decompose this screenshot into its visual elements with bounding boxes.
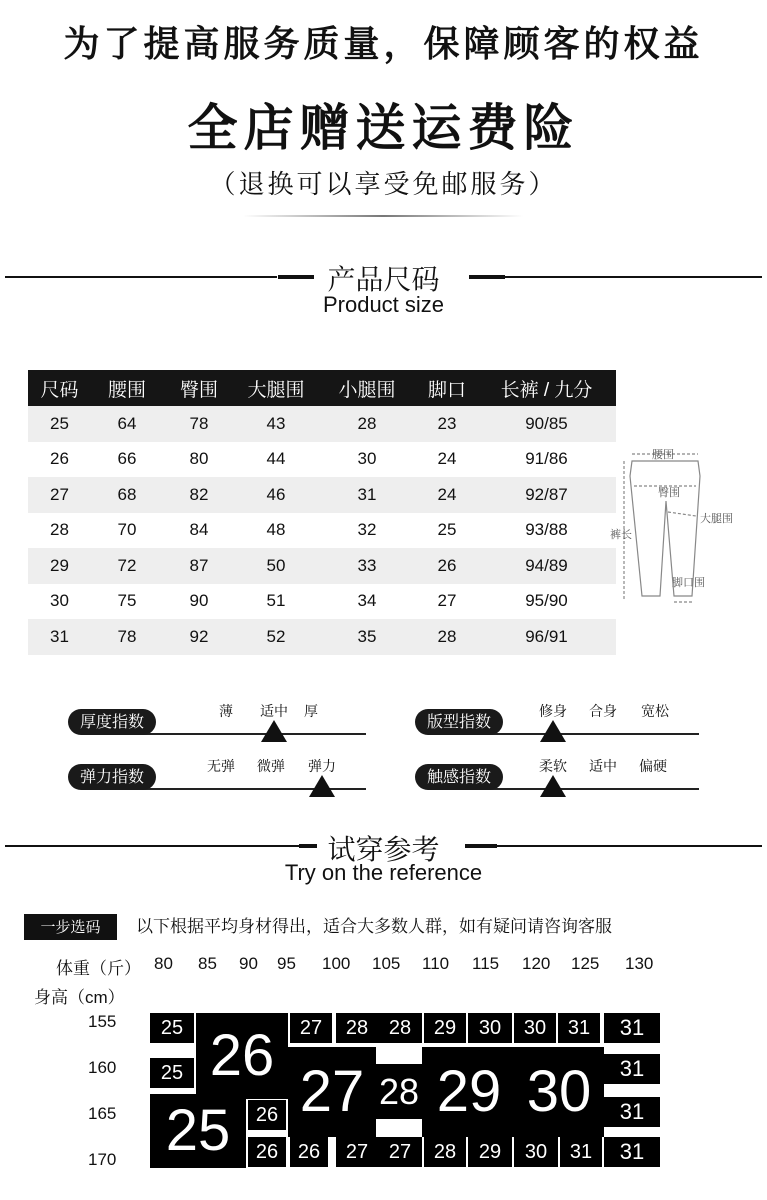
table-cell: 92/87 (477, 477, 616, 513)
table-cell: 52 (235, 619, 317, 655)
promo-subtitle: （退换可以享受免邮服务） (209, 170, 558, 200)
column-header: 小腿围 (317, 370, 417, 406)
waist-label: 腰围 (652, 448, 674, 461)
table-cell: 24 (437, 449, 457, 469)
size-cell: 28 (378, 1013, 422, 1043)
hip-label: 臀围 (658, 486, 680, 499)
table-cell: 82 (163, 477, 235, 513)
table-cell: 70 (117, 520, 137, 540)
size-cell-large: 27 (288, 1047, 376, 1137)
weight-axis-label: 体重（斤） (56, 959, 141, 978)
table-cell: 78 (91, 619, 163, 655)
table-cell: 66 (117, 449, 137, 469)
size-cell: 29 (424, 1013, 466, 1043)
hem-label: 脚口围 (672, 576, 705, 589)
size-cell: 30 (468, 1013, 512, 1043)
section-title-try: 试穿参考 (327, 833, 440, 866)
table-cell: 32 (357, 520, 377, 540)
table-cell: 31 (317, 477, 417, 513)
index-option: 合身 (589, 704, 617, 720)
size-cell: 29 (468, 1137, 512, 1167)
size-cell: 31 (558, 1013, 600, 1043)
size-cell: 31 (560, 1137, 602, 1167)
table-cell: 90 (189, 591, 209, 611)
table-row (28, 548, 616, 584)
weight-tick: 105 (372, 954, 401, 973)
thigh-label: 大腿围 (700, 512, 733, 525)
size-cell-large: 28 (376, 1064, 422, 1119)
index-label-touch: 触感指数 (415, 764, 503, 790)
table-cell: 75 (117, 591, 137, 611)
height-tick: 155 (88, 1012, 117, 1031)
table-cell: 28 (417, 619, 477, 655)
table-row (28, 406, 616, 442)
height-tick: 165 (88, 1104, 117, 1123)
section-subtitle-size: Product size (322, 292, 445, 317)
table-cell: 34 (357, 591, 377, 611)
index-option: 适中 (589, 759, 617, 775)
height-axis-label: 身高（cm） (34, 988, 125, 1007)
table-header-row (28, 370, 616, 406)
weight-tick: 85 (198, 954, 217, 973)
table-cell: 27 (437, 591, 457, 611)
column-header: 大腿围 (235, 370, 317, 406)
weight-tick: 120 (522, 954, 551, 973)
index-option: 柔软 (539, 759, 567, 775)
size-cell: 30 (514, 1013, 556, 1043)
index-option: 微弹 (257, 759, 285, 775)
height-tick: 170 (88, 1150, 117, 1169)
table-cell: 51 (266, 591, 286, 611)
column-header: 腰围 (91, 370, 163, 406)
table-cell: 43 (235, 406, 317, 442)
index-option: 适中 (260, 704, 288, 720)
index-label-elasticity: 弹力指数 (68, 764, 156, 790)
table-cell: 35 (317, 619, 417, 655)
weight-tick: 115 (472, 954, 500, 973)
size-cell: 25 (150, 1013, 194, 1043)
table-cell: 27 (28, 477, 91, 513)
size-cell: 26 (290, 1137, 328, 1167)
table-cell: 29 (28, 548, 91, 584)
table-cell: 28 (50, 520, 69, 540)
weight-tick: 90 (239, 954, 258, 973)
size-table (28, 370, 616, 655)
column-header: 脚口 (417, 370, 477, 406)
size-cell: 31 (604, 1054, 660, 1084)
size-cell: 31 (604, 1137, 660, 1167)
table-cell: 87 (163, 548, 235, 584)
weight-tick: 100 (322, 954, 351, 973)
step-note: 以下根据平均身材得出，适合大多数人群，如有疑问请咨询客服 (136, 917, 612, 937)
table-cell: 80 (189, 449, 209, 469)
index-label-fit: 版型指数 (415, 709, 503, 735)
table-cell: 84 (189, 520, 209, 540)
table-cell: 44 (266, 449, 286, 469)
height-tick: 160 (88, 1058, 117, 1077)
step-label: 一步选码 (24, 914, 117, 940)
table-cell: 24 (417, 477, 477, 513)
table-cell: 25 (437, 520, 457, 540)
index-option: 薄 (219, 704, 233, 720)
index-option: 修身 (539, 704, 567, 720)
size-cell: 31 (604, 1097, 660, 1127)
size-cell: 28 (424, 1137, 466, 1167)
promo-title: 全店赠送运费险 (187, 98, 580, 157)
size-cell-large: 29 (422, 1047, 516, 1137)
table-cell: 30 (357, 449, 377, 469)
table-cell: 90/85 (477, 406, 616, 442)
size-cell: 27 (378, 1137, 422, 1167)
index-option: 宽松 (641, 704, 669, 720)
table-cell: 96/91 (477, 619, 616, 655)
size-cell: 28 (336, 1013, 378, 1043)
weight-tick: 95 (277, 954, 296, 973)
divider (243, 215, 523, 217)
table-row (28, 477, 616, 513)
length-label: 裤长 (610, 528, 632, 541)
table-cell: 48 (266, 520, 286, 540)
section-subtitle-try: Try on the reference (284, 860, 483, 885)
table-cell: 50 (235, 548, 317, 584)
size-cell: 31 (604, 1013, 660, 1043)
table-cell: 68 (91, 477, 163, 513)
promo-headline: 为了提高服务质量，保障顾客的权益 (63, 23, 704, 65)
column-header: 臀围 (163, 370, 235, 406)
index-marker-icon (540, 775, 566, 797)
size-cell: 27 (336, 1137, 378, 1167)
table-cell: 26 (50, 449, 69, 469)
size-cell: 25 (150, 1058, 194, 1088)
table-cell: 91/86 (525, 449, 568, 469)
size-cell-large: 25 (150, 1094, 246, 1168)
pants-measure-diagram (610, 446, 760, 611)
column-header: 尺码 (28, 370, 91, 406)
weight-tick: 130 (625, 954, 654, 973)
size-cell: 30 (514, 1137, 558, 1167)
thigh-measure-line (668, 512, 696, 516)
table-cell: 28 (317, 406, 417, 442)
table-cell: 92 (163, 619, 235, 655)
table-cell: 64 (91, 406, 163, 442)
table-cell: 95/90 (525, 591, 568, 611)
size-cell: 26 (248, 1100, 286, 1130)
table-row (28, 442, 616, 478)
size-cell-large: 30 (514, 1047, 604, 1137)
index-marker-icon (540, 720, 566, 742)
size-cell: 27 (290, 1013, 332, 1043)
index-option: 无弹 (207, 759, 235, 775)
table-row (28, 584, 616, 620)
weight-tick: 80 (154, 954, 173, 973)
table-cell: 33 (317, 548, 417, 584)
weight-tick: 125 (571, 954, 600, 973)
table-cell: 46 (235, 477, 317, 513)
index-option: 厚 (304, 704, 318, 720)
table-cell: 94/89 (477, 548, 616, 584)
table-cell: 93/88 (525, 520, 568, 540)
index-option: 偏硬 (639, 759, 667, 775)
size-cell: 26 (248, 1137, 286, 1167)
table-cell: 30 (50, 591, 69, 611)
weight-tick: 110 (422, 954, 450, 973)
table-cell: 26 (417, 548, 477, 584)
table-cell: 25 (28, 406, 91, 442)
size-cell-large: 26 (196, 1013, 288, 1099)
table-cell: 23 (417, 406, 477, 442)
section-title-size: 产品尺码 (327, 263, 440, 296)
column-header: 长裤 / 九分 (477, 370, 616, 406)
table-cell: 31 (28, 619, 91, 655)
table-row (28, 619, 616, 655)
index-marker-icon (309, 775, 335, 797)
table-row (28, 513, 616, 549)
table-cell: 72 (91, 548, 163, 584)
index-marker-icon (261, 720, 287, 742)
table-cell: 78 (163, 406, 235, 442)
index-option: 弹力 (308, 759, 336, 775)
index-label-thickness: 厚度指数 (68, 709, 156, 735)
